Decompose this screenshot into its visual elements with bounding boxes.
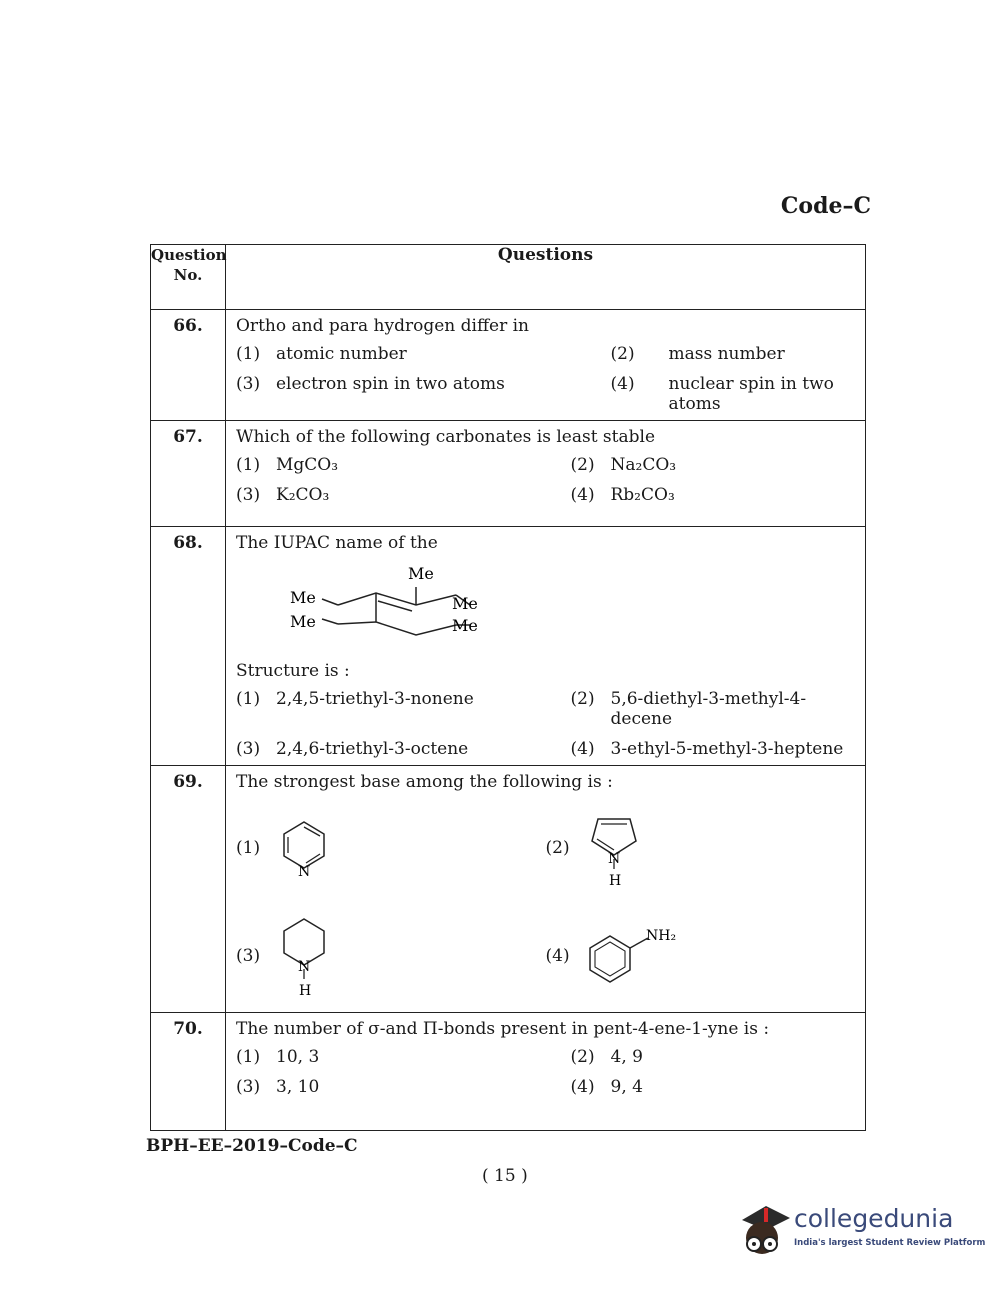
alkene-structure	[236, 559, 855, 657]
collegedunia-logo	[736, 1198, 986, 1260]
table-row	[151, 421, 866, 527]
option-3: (3) K₂CO₃	[236, 485, 330, 505]
aniline-structure	[584, 924, 684, 988]
svg-text:N: N	[607, 851, 620, 867]
page-number: ( 15 )	[482, 1166, 528, 1186]
question-number: 68.	[151, 527, 226, 766]
question-text: Ortho and para hydrogen differ in	[236, 316, 530, 336]
methyl-label: Me	[452, 594, 478, 613]
option-4: (4) 3-ethyl-5-methyl-3-heptene	[570, 739, 844, 759]
question-text-continued: Structure is :	[236, 661, 350, 681]
option-3: (3) N H	[236, 906, 546, 1006]
table-row	[151, 766, 866, 1013]
option-1: (1) MgCO₃	[236, 455, 339, 475]
table-row	[151, 1013, 866, 1131]
table-row	[151, 527, 866, 766]
question-cell	[226, 421, 866, 527]
question-cell	[226, 1013, 866, 1131]
pyridine-structure	[274, 816, 334, 880]
questions-table	[150, 244, 866, 1131]
logo-tagline: India's largest Student Review Platform	[794, 1238, 986, 1248]
option-3: (3) 3, 10	[236, 1077, 320, 1097]
question-text: The IUPAC name of the	[236, 533, 438, 553]
option-3: (3) 2,4,6-triethyl-3-octene	[236, 739, 469, 759]
option-2: (2) Na₂CO₃	[570, 455, 677, 475]
question-cell	[226, 766, 866, 1013]
question-number: 70.	[151, 1013, 226, 1131]
exam-code-label: Code–C	[780, 193, 871, 219]
option-1: (1) atomic number	[236, 344, 407, 364]
skeletal-structure-diagram	[266, 559, 486, 657]
svg-text:N: N	[298, 959, 311, 975]
svg-text:H: H	[299, 983, 312, 999]
question-text: The number of σ-and Π-bonds present in pent-4-ene-1-yne is :	[236, 1019, 770, 1039]
option-4: (4) nuclear spin in two atoms	[610, 374, 834, 414]
option-2: (2) mass number	[610, 344, 785, 364]
svg-text:N: N	[298, 864, 311, 880]
option-1: (1) 10, 3	[236, 1047, 320, 1067]
option-2: (2) 4, 9	[570, 1047, 643, 1067]
piperidine-structure	[274, 913, 334, 999]
option-4: (4) 9, 4	[570, 1077, 643, 1097]
methyl-label: Me	[452, 616, 478, 635]
option-2: (2) 5,6-diethyl-3-methyl-4-decene	[570, 689, 807, 729]
header-questions: Questions	[226, 245, 866, 310]
methyl-label: Me	[290, 588, 316, 607]
option-4: (4) Rb₂CO₃	[570, 485, 675, 505]
option-2: (2) N H	[546, 798, 856, 898]
svg-text:H: H	[608, 873, 621, 889]
header-question-no: Question No.	[151, 245, 226, 310]
mascot-icon	[736, 1198, 792, 1260]
question-cell	[226, 310, 866, 421]
option-1: (1) N	[236, 798, 546, 898]
option-4: (4) NH₂	[546, 906, 856, 1006]
table-header-row	[151, 245, 866, 310]
logo-name: collegedunia	[794, 1204, 954, 1233]
table-row	[151, 310, 866, 421]
question-text: Which of the following carbonates is least stable	[236, 427, 655, 447]
question-number: 69.	[151, 766, 226, 1013]
option-1: (1) 2,4,5-triethyl-3-nonene	[236, 689, 474, 709]
svg-text:NH₂: NH₂	[645, 928, 676, 944]
methyl-label: Me	[408, 564, 434, 583]
question-cell	[226, 527, 866, 766]
question-number: 67.	[151, 421, 226, 527]
methyl-label: Me	[290, 612, 316, 631]
question-number: 66.	[151, 310, 226, 421]
option-3: (3) electron spin in two atoms	[236, 374, 505, 394]
question-text: The strongest base among the following is :	[236, 772, 613, 792]
pyrrole-structure	[584, 805, 644, 891]
footer-exam-code: BPH–EE–2019–Code–C	[146, 1136, 358, 1156]
